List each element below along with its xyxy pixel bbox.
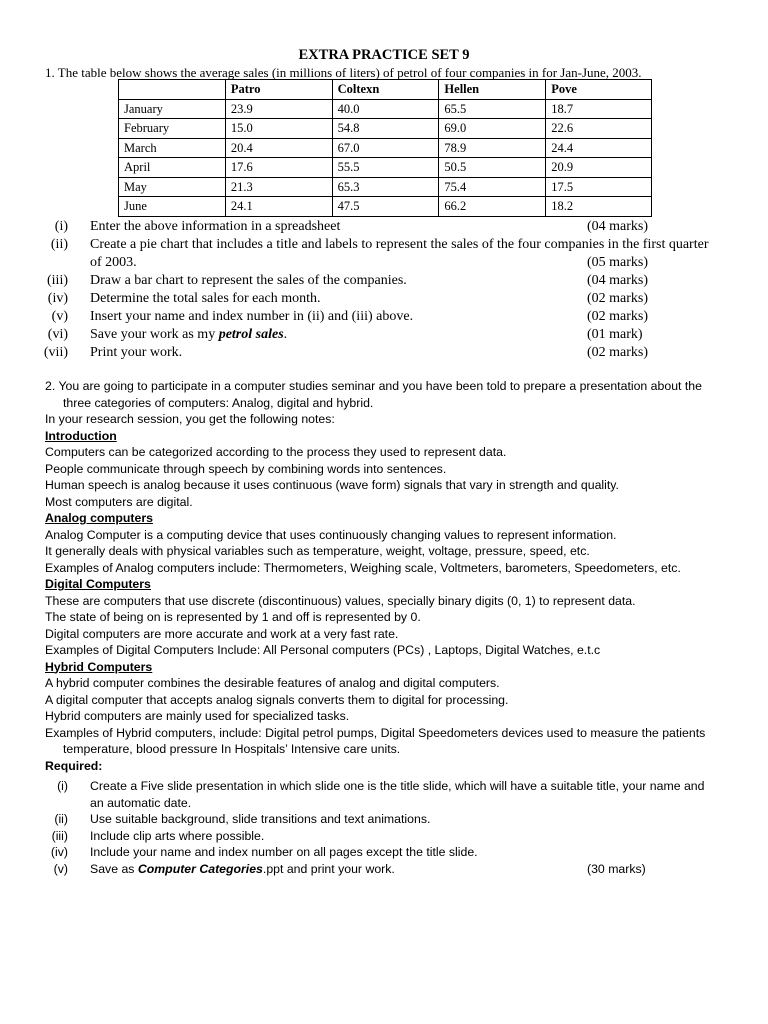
page-title: EXTRA PRACTICE SET 9	[298, 47, 470, 63]
task-item	[0, 326, 768, 344]
requirement-text-before: Save as	[90, 861, 138, 876]
table-cell: January	[119, 99, 226, 119]
table-row	[119, 119, 652, 139]
task-marks: (05 marks)	[587, 255, 649, 270]
table-cell: 69.0	[439, 119, 546, 139]
note-line: Examples of Hybrid computers, include: Digital petrol pumps, Digital Speedometers devices used to measure the patients temperature, blood pressure In Hospitals’ Intensive care units.	[45, 725, 706, 756]
task-text: Insert your name and index number in (ii) and (iii) above.	[90, 309, 414, 324]
question-1-intro: 1. The table below shows the average sales (in millions of liters) of petrol of four companies in for Jan-June, 2003.	[45, 65, 642, 80]
table-cell: 21.3	[225, 177, 332, 197]
task-marks: (01 mark)	[587, 327, 643, 342]
table-cell: 40.0	[332, 99, 439, 119]
requirement-text: Use suitable background, slide transitions and text animations.	[90, 812, 431, 826]
table-cell: 78.9	[439, 138, 546, 158]
task-marks: (04 marks)	[587, 219, 649, 234]
note-line: A digital computer that accepts analog signals converts them to digital for processing.	[45, 692, 509, 707]
table-header-cell: Coltexn	[332, 80, 439, 100]
task-marks: (02 marks)	[587, 291, 649, 306]
research-note: In your research session, you get the following notes:	[45, 412, 335, 426]
requirement-text: Create a Five slide presentation in which slide one is the title slide, which will have a suitable title, your name and an automatic date.	[90, 779, 705, 810]
task-item	[0, 236, 768, 272]
task-item	[0, 218, 768, 236]
task-text-before: Save your work as my	[90, 327, 219, 342]
file-name-emphasis: Computer Categories	[137, 861, 263, 876]
requirement-item	[0, 844, 768, 861]
required-label: Required:	[45, 758, 103, 773]
task-number: (v)	[51, 309, 68, 324]
note-line: A hybrid computer combines the desirable features of analog and digital computers.	[45, 676, 500, 690]
note-line: Examples of Analog computers include: Thermometers, Weighing scale, Voltmeters, barometers, Speedometers, etc.	[45, 560, 681, 575]
file-name-emphasis: petrol sales	[218, 327, 284, 342]
table-cell: 15.0	[225, 119, 332, 139]
note-line: Most computers are digital.	[45, 494, 193, 509]
requirement-number: (iii)	[51, 828, 68, 843]
requirement-item	[0, 811, 768, 828]
table-cell: 17.6	[225, 158, 332, 178]
note-line: Analog Computer is a computing device that uses continuously changing values to represent information.	[45, 527, 617, 542]
table-header-row	[119, 80, 652, 100]
table-cell: March	[119, 138, 226, 158]
note-line: It generally deals with physical variables such as temperature, weight, voltage, pressure, speed, etc.	[45, 544, 590, 558]
table-cell: 67.0	[332, 138, 439, 158]
table-row	[119, 99, 652, 119]
requirement-text: Include your name and index number on all pages except the title slide.	[90, 845, 478, 859]
task-text: Create a pie chart that includes a title and labels to represent the sales of the four companies in the first quarter of 2003.	[90, 237, 709, 270]
note-line: The state of being on is represented by 1 and off is represented by 0.	[45, 610, 421, 624]
table-cell: February	[119, 119, 226, 139]
question-1-tasks	[0, 218, 768, 362]
task-marks: (02 marks)	[587, 309, 649, 324]
table-cell: 65.5	[439, 99, 546, 119]
task-number: (iv)	[47, 291, 68, 306]
question-2-intro: 2. You are going to participate in a computer studies seminar and you have been told to prepare a presentation about the three categories of computers: Analog, digital and hybrid.	[45, 379, 702, 410]
table-row	[119, 197, 652, 217]
task-text: Determine the total sales for each month.	[90, 291, 321, 306]
note-line: Computers can be categorized according to the process they used to represent data.	[45, 445, 507, 459]
section-heading-introduction: Introduction	[45, 428, 117, 443]
table-cell: 24.4	[546, 138, 652, 158]
table-cell: 17.5	[546, 177, 652, 197]
table-cell: June	[119, 197, 226, 217]
task-text: Draw a bar chart to represent the sales of the companies.	[90, 273, 407, 288]
table-cell: 54.8	[332, 119, 439, 139]
task-number: (iii)	[47, 273, 68, 288]
table-row	[119, 158, 652, 178]
task-marks: (02 marks)	[587, 345, 649, 360]
note-line: Human speech is analog because it uses continuous (wave form) signals that vary in strength and quality.	[45, 478, 619, 492]
note-line: Digital computers are more accurate and work at a very fast rate.	[45, 626, 399, 641]
table-cell: 55.5	[332, 158, 439, 178]
note-line: These are computers that use discrete (discontinuous) values, specially binary digits (0, 1) to represent data.	[45, 593, 636, 608]
table-row	[119, 177, 652, 197]
task-number: (vii)	[43, 345, 68, 360]
task-marks: (04 marks)	[587, 273, 649, 288]
table-header-cell: Pove	[546, 80, 652, 100]
table-header-cell	[119, 80, 226, 100]
requirement-item	[0, 778, 768, 811]
table-cell: 47.5	[332, 197, 439, 217]
question-2	[45, 378, 720, 774]
table-cell: 18.2	[546, 197, 652, 217]
section-heading-analog: Analog computers	[45, 511, 153, 525]
requirement-number: (iv)	[50, 845, 68, 859]
note-line: Hybrid computers are mainly used for specialized tasks.	[45, 709, 350, 723]
table-header-cell: Hellen	[439, 80, 546, 100]
table-row	[119, 138, 652, 158]
table-cell: May	[119, 177, 226, 197]
note-line: People communicate through speech by combining words into sentences.	[45, 461, 447, 476]
task-number: (i)	[54, 219, 68, 234]
section-heading-hybrid: Hybrid Computers	[45, 659, 153, 674]
requirement-number: (v)	[53, 861, 68, 876]
table-cell: April	[119, 158, 226, 178]
requirement-item	[0, 828, 768, 845]
section-heading-digital: Digital Computers	[45, 577, 151, 591]
requirement-marks: (30 marks)	[587, 861, 646, 876]
requirement-text: Include clip arts where possible.	[90, 828, 265, 843]
table-cell: 18.7	[546, 99, 652, 119]
requirement-number: (i)	[57, 779, 68, 793]
question-2-requirements	[0, 778, 768, 877]
task-number: (ii)	[50, 237, 68, 252]
task-number: (vi)	[47, 327, 68, 342]
table-cell: 50.5	[439, 158, 546, 178]
table-cell: 75.4	[439, 177, 546, 197]
task-text: Enter the above information in a spreadsheet	[90, 219, 341, 234]
table-cell: 20.4	[225, 138, 332, 158]
note-line: Examples of Digital Computers Include: All Personal computers (PCs) , Laptops, Digital Watches, e.t.c	[45, 643, 601, 657]
table-cell: 65.3	[332, 177, 439, 197]
task-text: Print your work.	[90, 345, 183, 360]
table-cell: 20.9	[546, 158, 652, 178]
task-item	[0, 344, 768, 362]
sales-table	[118, 79, 652, 217]
table-cell: 23.9	[225, 99, 332, 119]
requirement-item	[0, 861, 768, 878]
task-item	[0, 290, 768, 308]
requirement-text-after: .ppt and print your work.	[262, 861, 395, 876]
task-text-after: .	[283, 327, 288, 342]
table-header-cell: Patro	[225, 80, 332, 100]
task-item	[0, 308, 768, 326]
table-cell: 22.6	[546, 119, 652, 139]
requirement-number: (ii)	[54, 812, 68, 826]
table-cell: 24.1	[225, 197, 332, 217]
table-cell: 66.2	[439, 197, 546, 217]
task-item	[0, 272, 768, 290]
